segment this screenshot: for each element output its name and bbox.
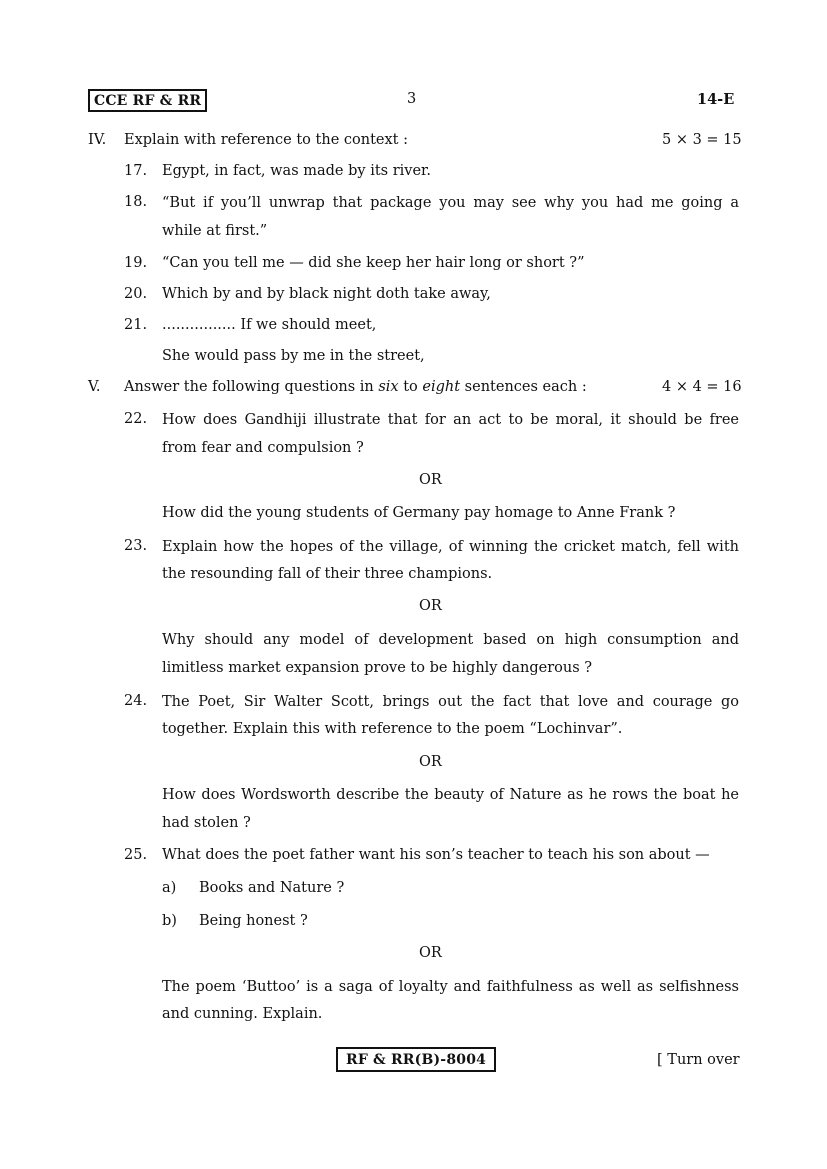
sub-item-label: b) [162, 913, 177, 929]
question-number: 19. [124, 255, 148, 271]
question-text: Egypt, in fact, was made by its river. [162, 163, 432, 179]
question-text: together. Explain this with reference to the poem “Lochinvar”. [162, 721, 623, 737]
question-number: 22. [124, 411, 148, 427]
question-number: 18. [124, 194, 148, 210]
question-text: How did the young students of Germany pay homage to Anne Frank ? [162, 505, 676, 521]
question-text: “But if you’ll unwrap that package you may see why you had me going a [162, 195, 739, 211]
paper-code-box: CCE RF & RR [88, 89, 207, 112]
question-text: the resounding fall of their three champions. [162, 566, 493, 582]
section-v-instruction: Answer the following questions in six to eight sentences each : [124, 379, 587, 395]
question-text: What does the poet father want his son’s teacher to teach his son about — [162, 847, 710, 863]
question-text: Explain how the hopes of the village, of winning the cricket match, fell with [162, 539, 739, 555]
or-separator: OR [419, 754, 442, 770]
question-text: while at first.” [162, 223, 268, 239]
sub-item-label: a) [162, 880, 177, 896]
question-text: “Can you tell me — did she keep her hair long or short ?” [162, 255, 585, 271]
turn-over-note: [ Turn over [657, 1052, 740, 1068]
question-text: and cunning. Explain. [162, 1006, 323, 1022]
or-separator: OR [419, 945, 442, 961]
question-text: She would pass by me in the street, [162, 348, 425, 364]
sub-item-text: Being honest ? [199, 913, 308, 929]
subject-code: 14-E [697, 91, 735, 108]
section-v-marks: 4 × 4 = 16 [662, 379, 742, 395]
question-text: from fear and compulsion ? [162, 440, 364, 456]
question-number: 25. [124, 847, 148, 863]
question-text: Why should any model of development based on high consumption and [162, 632, 739, 648]
section-iv-marks: 5 × 3 = 15 [662, 132, 742, 148]
question-text: limitless market expansion prove to be highly dangerous ? [162, 660, 593, 676]
or-separator: OR [419, 598, 442, 614]
or-separator: OR [419, 472, 442, 488]
sub-item-text: Books and Nature ? [199, 880, 345, 896]
section-v-numeral: V. [88, 379, 101, 395]
question-text: ................ If we should meet, [162, 317, 377, 333]
question-number: 24. [124, 693, 148, 709]
section-iv-numeral: IV. [88, 132, 107, 148]
section-iv-instruction: Explain with reference to the context : [124, 132, 408, 148]
footer-code-box: RF & RR(B)-8004 [336, 1047, 496, 1072]
question-number: 23. [124, 538, 148, 554]
question-text: The Poet, Sir Walter Scott, brings out the fact that love and courage go [162, 694, 739, 710]
question-text: The poem ‘Buttoo’ is a saga of loyalty and faithfulness as well as selfishness [162, 979, 739, 995]
question-number: 17. [124, 163, 148, 179]
question-number: 20. [124, 286, 148, 302]
page-number: 3 [407, 91, 417, 107]
question-number: 21. [124, 317, 148, 333]
question-text: How does Gandhiji illustrate that for an act to be moral, it should be free [162, 412, 739, 428]
question-text: Which by and by black night doth take away, [162, 286, 491, 302]
question-text: had stolen ? [162, 815, 251, 831]
question-text: How does Wordsworth describe the beauty of Nature as he rows the boat he [162, 787, 739, 803]
